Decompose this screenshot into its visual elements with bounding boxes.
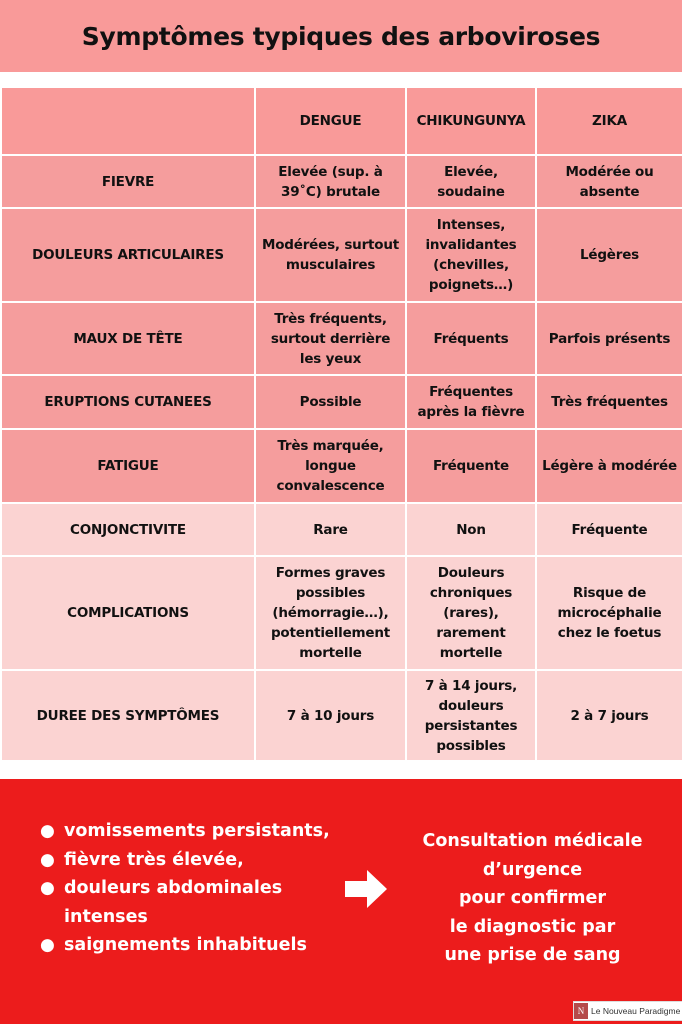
row-label: FIEVRE — [2, 156, 254, 207]
table-cell: Rare — [256, 504, 405, 555]
table-cell: Légères — [537, 209, 682, 301]
table-header-zika: ZIKA — [537, 88, 682, 154]
symptoms-table — [0, 86, 682, 762]
table-cell: Modérées, surtout musculaires — [256, 209, 405, 301]
table-cell: Fréquente — [537, 504, 682, 555]
row-label: DOULEURS ARTICULAIRES — [2, 209, 254, 301]
table-header-cell-empty — [2, 88, 254, 154]
advice-text — [400, 827, 665, 970]
warning-signs-list — [40, 817, 340, 960]
table-row — [2, 671, 682, 760]
table-cell: Douleurs chroniques (rares), rarement mortelle — [407, 557, 535, 669]
table-header-chikungunya: CHIKUNGUNYA — [407, 88, 535, 154]
warning-sign-text: fièvre très élevée, — [64, 849, 244, 870]
row-label: FATIGUE — [2, 430, 254, 502]
table-cell: Elevée, soudaine — [407, 156, 535, 207]
logo-text: Le Nouveau Paradigme — [591, 1006, 681, 1016]
table-cell: 7 à 14 jours, douleurs persistantes possibles — [407, 671, 535, 760]
advice-line: d’urgence — [482, 859, 583, 880]
table-header-dengue: DENGUE — [256, 88, 405, 154]
table-row — [2, 504, 682, 555]
table-cell: Fréquents — [407, 303, 535, 374]
table-cell: Possible — [256, 376, 405, 428]
table-cell: Très fréquents, surtout derrière les yeux — [256, 303, 405, 374]
advice-line: Consultation médicale — [422, 831, 643, 851]
list-item — [40, 846, 340, 875]
bullet-dot-icon: ● — [40, 878, 55, 898]
row-label: COMPLICATIONS — [2, 557, 254, 669]
table-cell: 2 à 7 jours — [537, 671, 682, 760]
bullet-dot-icon: ● — [40, 821, 55, 841]
publisher-logo — [573, 1001, 682, 1021]
bullet-dot-icon: ● — [40, 935, 55, 955]
table-row — [2, 156, 682, 207]
list-item — [40, 817, 340, 846]
warning-sign-text: vomissements persistants, — [64, 821, 330, 841]
bullet-dot-icon: ● — [40, 849, 55, 870]
table-cell: 7 à 10 jours — [256, 671, 405, 760]
table-cell: Modérée ou absente — [537, 156, 682, 207]
warning-panel — [0, 779, 682, 1024]
table-cell: Non — [407, 504, 535, 555]
advice-line: le diagnostic par — [449, 916, 616, 937]
row-label: DUREE DES SYMPTÔMES — [2, 671, 254, 760]
list-item — [40, 931, 340, 960]
advice-line: une prise de sang — [444, 945, 621, 965]
title-banner — [0, 0, 682, 72]
row-label: CONJONCTIVITE — [2, 504, 254, 555]
row-label: MAUX DE TÊTE — [2, 303, 254, 374]
table-cell: Légère à modérée — [537, 430, 682, 502]
table-cell: Formes graves possibles (hémorragie…), potentiellement mortelle — [256, 557, 405, 669]
warning-sign-text: douleurs abdominales intenses — [64, 878, 283, 927]
advice-line: pour confirmer — [459, 888, 606, 908]
table-cell: Fréquente — [407, 430, 535, 502]
table-row — [2, 430, 682, 502]
table-cell: Très fréquentes — [537, 376, 682, 428]
warning-sign-text: saignements inhabituels — [64, 935, 307, 955]
table-cell: Fréquentes après la fièvre — [407, 376, 535, 428]
table-row — [2, 209, 682, 301]
right-arrow-icon — [343, 867, 389, 911]
row-label: ERUPTIONS CUTANEES — [2, 376, 254, 428]
table-cell: Risque de microcéphalie chez le foetus — [537, 557, 682, 669]
logo-mark-icon: N — [574, 1003, 588, 1019]
table-row — [2, 376, 682, 428]
table-cell: Parfois présents — [537, 303, 682, 374]
table-row — [2, 303, 682, 374]
table-cell: Très marquée, longue convalescence — [256, 430, 405, 502]
table-header-row — [2, 88, 682, 154]
table-cell: Intenses, invalidantes (chevilles, poignets…) — [407, 209, 535, 301]
table-cell: Elevée (sup. à 39˚C) brutale — [256, 156, 405, 207]
list-item — [40, 874, 340, 931]
page-title: Symptômes typiques des arboviroses — [81, 21, 601, 51]
table-row — [2, 557, 682, 669]
